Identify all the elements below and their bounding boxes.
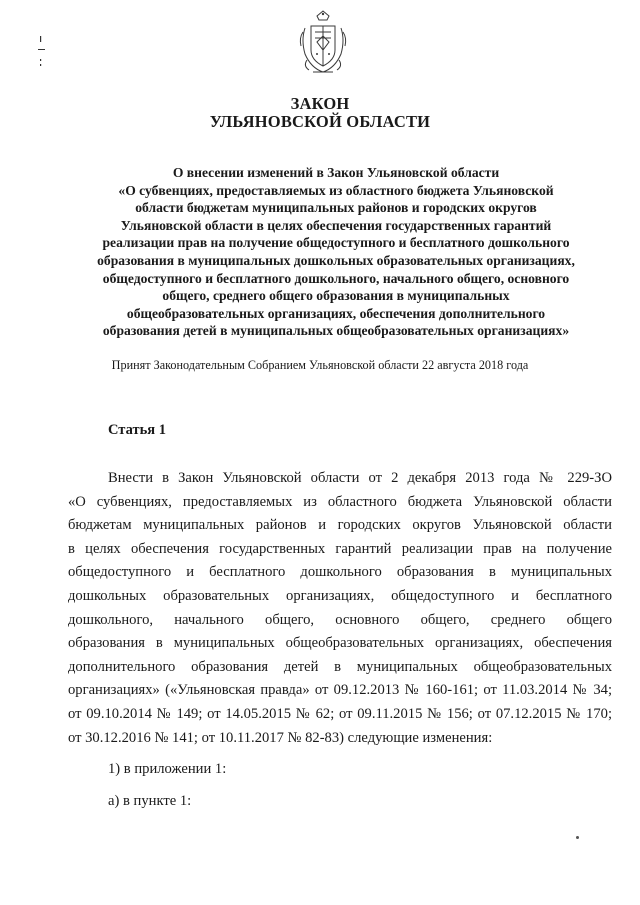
body-line: от 09.10.2014 № 149; от 14.05.2015 № 62; от 09.11.2015 № 156; от 07.12.2015 № 170; xyxy=(68,705,612,722)
body-line: образования в муниципальных общеобразовательных организациях, обеспечения xyxy=(68,635,612,652)
law-heading xyxy=(60,164,612,340)
heading-line: реализации прав на получение общедоступного и бесплатного дошкольного xyxy=(102,235,570,251)
law-title-line-1: ЗАКОН xyxy=(290,94,350,113)
body-line: дошкольного, начального общего, основного общего, среднего общего xyxy=(68,611,612,628)
heading-line: О внесении изменений в Закон Ульяновской области xyxy=(172,165,500,180)
heading-line: общеобразовательных организациях, обеспечения дополнительного xyxy=(126,305,546,321)
heading-line: области бюджетам муниципальных районов и городских округов xyxy=(135,200,537,216)
heading-line: общедоступного и бесплатного дошкольного, начального общего, основного xyxy=(102,270,570,286)
adoption-note: Принят Законодательным Собранием Ульяновской области 22 августа 2018 года xyxy=(111,358,529,372)
body-line: «О субвенциях, предоставляемых из областного бюджета Ульяновской области xyxy=(68,493,612,510)
heading-line: образования в муниципальных дошкольных образовательных организациях, xyxy=(97,252,575,268)
body-line: дополнительного образования детей в муниципальных общеобразовательных xyxy=(68,658,612,675)
body-line: бюджетам муниципальных районов и городских округов Ульяновской области xyxy=(68,517,612,534)
heading-line: образования детей в муниципальных общеобразовательных организациях» xyxy=(102,323,570,339)
law-title-line-2: УЛЬЯНОВСКОЙ ОБЛАСТИ xyxy=(209,112,431,131)
stray-mark xyxy=(576,836,579,839)
body-line: от 30.12.2016 № 141; от 10.11.2017 № 82-83) следующие изменения: xyxy=(68,729,493,746)
body-line: дошкольных образовательных организациях, общедоступного и бесплатного xyxy=(68,587,612,604)
heading-line: общего, среднего общего образования в муниципальных xyxy=(162,288,510,304)
coat-of-arms-icon xyxy=(297,10,349,76)
heading-line: Ульяновской области в целях обеспечения государственных гарантий xyxy=(120,217,552,233)
body-line: Внести в Закон Ульяновской области от 2 декабря 2013 года № 229-ЗО xyxy=(108,470,612,486)
body-line: организациях» («Ульяновская правда» от 09.12.2013 № 160-161; от 11.03.2014 № 34; xyxy=(68,682,612,699)
list-item-a: а) в пункте 1: xyxy=(108,792,192,809)
list-item-1: 1) в приложении 1: xyxy=(108,761,227,778)
article-body xyxy=(68,467,612,813)
margin-marks-decoration xyxy=(34,36,48,70)
heading-line: «О субвенциях, предоставляемых из областного бюджета Ульяновской xyxy=(118,182,554,198)
body-line: общедоступного и бесплатного дошкольного образования в муниципальных xyxy=(68,564,612,581)
body-line: в целях обеспечения государственных гарантий реализации прав на получение xyxy=(68,540,612,557)
article-title: Статья 1 xyxy=(108,422,166,438)
